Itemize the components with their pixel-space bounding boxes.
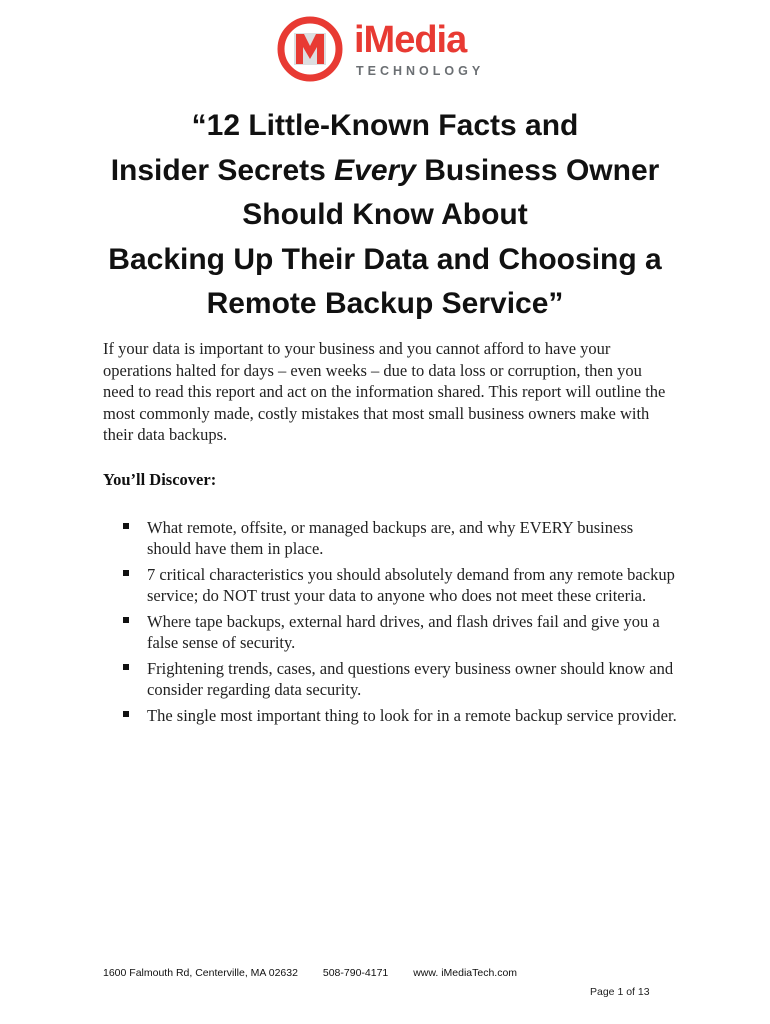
footer-contact xyxy=(103,967,703,979)
list-item: What remote, offsite, or managed backups are, and why EVERY business should have them in place. xyxy=(123,517,678,559)
footer-address: 1600 Falmouth Rd, Centerville, MA 02632 xyxy=(103,967,298,979)
title-line-4: Backing Up Their Data and Choosing a xyxy=(108,242,662,276)
title-line-5: Remote Backup Service” xyxy=(206,287,564,320)
logo-subtitle: TECHNOLOGY xyxy=(356,64,485,78)
page-number: Page 1 of 13 xyxy=(590,986,650,998)
discover-heading: You’ll Discover: xyxy=(103,470,217,489)
bullet-square-icon xyxy=(123,523,129,529)
title-line-1: “12 Little-Known Facts and xyxy=(191,109,579,142)
bullet-square-icon xyxy=(123,664,129,670)
discover-list xyxy=(123,517,678,731)
intro-paragraph: If your data is important to your business and you cannot afford to have your operations halted for days – even weeks – due to data loss or corruption, then you need to read this report and act on the information shared. This report will outline the most commonly made, costly mistakes that most small business owners make with their data backups. xyxy=(103,339,666,444)
list-item: Frightening trends, cases, and questions every business owner should know and consider regarding data security. xyxy=(123,658,678,700)
list-item: Where tape backups, external hard drives, and flash drives fail and give you a false sense of security. xyxy=(123,611,678,653)
logo-wordmark: iMedia xyxy=(354,19,467,61)
bullet-square-icon xyxy=(123,570,129,576)
title-line-2: Insider Secrets Every Business Owner xyxy=(110,153,660,187)
company-logo xyxy=(276,16,496,82)
title-line-3: Should Know About xyxy=(242,198,528,231)
list-item: The single most important thing to look for in a remote backup service provider. xyxy=(123,705,678,726)
bullet-square-icon xyxy=(123,617,129,623)
imedia-monogram-icon xyxy=(276,16,344,82)
footer-website[interactable]: www. iMediaTech.com xyxy=(413,967,518,979)
footer-phone: 508-790-4171 xyxy=(322,967,389,979)
bullet-square-icon xyxy=(123,711,129,717)
list-item: 7 critical characteristics you should absolutely demand from any remote backup service; do NOT trust your data to anyone who does not meet these criteria. xyxy=(123,564,678,606)
document-title xyxy=(60,104,710,327)
title-emphasis: Every xyxy=(334,153,416,187)
